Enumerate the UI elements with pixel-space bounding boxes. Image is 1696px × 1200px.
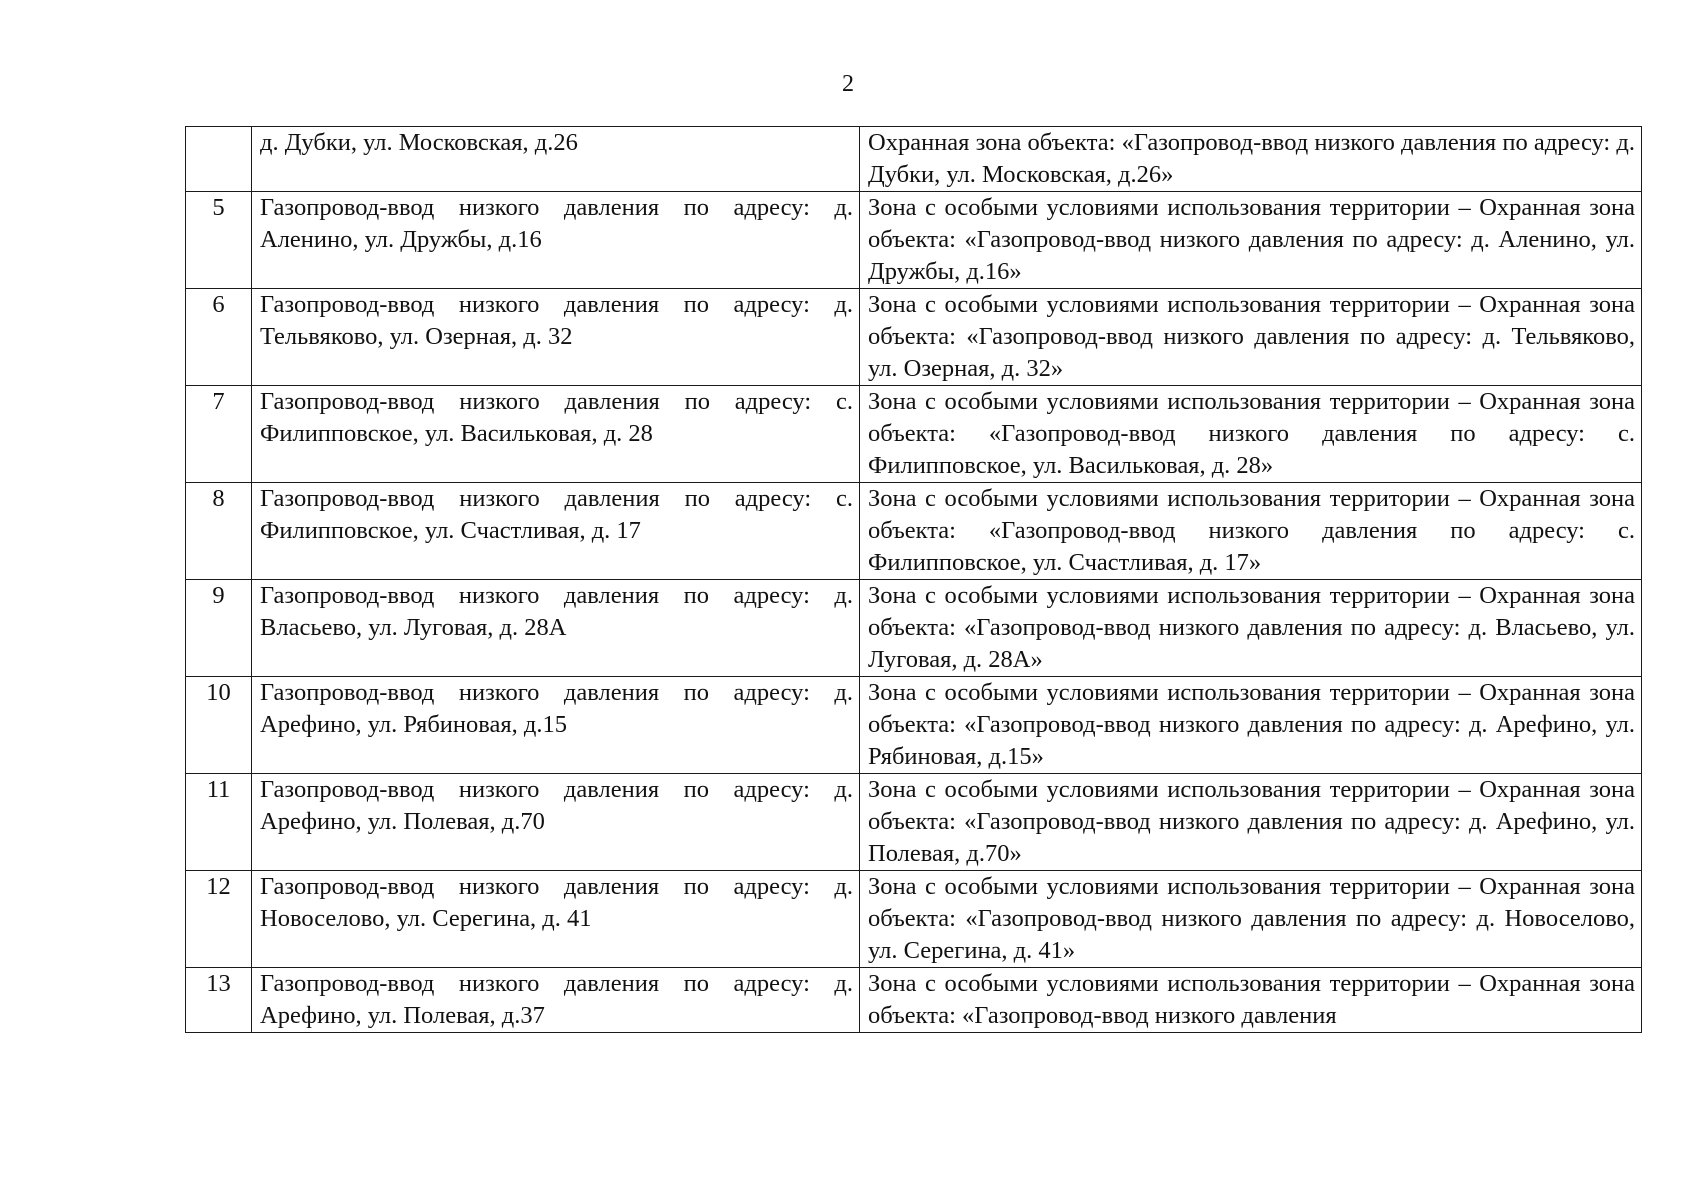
object-cell — [252, 289, 860, 386]
zone-text: Зона с особыми условиями использования территории – Охранная зона объекта: «Газопровод-ввод низкого давления по адресу: д. Арефино, ул. Полевая, д.70» — [868, 776, 1635, 867]
zone-cell — [860, 677, 1642, 774]
zones-table — [185, 126, 1642, 1033]
row-number-cell: 8 — [186, 483, 252, 580]
object-text: Газопровод-ввод низкого давления по адресу: д. Арефино, ул. Полевая, д.70 — [260, 776, 853, 835]
object-cell — [252, 192, 860, 289]
object-cell — [252, 386, 860, 483]
zone-cell — [860, 483, 1642, 580]
row-number-cell: 5 — [186, 192, 252, 289]
zone-text: Зона с особыми условиями использования территории – Охранная зона объекта: «Газопровод-ввод низкого давления по адресу: д. Тельвяково, ул. Озерная, д. 32» — [868, 291, 1635, 382]
row-number-cell: 9 — [186, 580, 252, 677]
object-text: Газопровод-ввод низкого давления по адресу: д. Аленино, ул. Дружбы, д.16 — [260, 194, 853, 253]
zone-text: Зона с особыми условиями использования территории – Охранная зона объекта: «Газопровод-ввод низкого давления по адресу: д. Арефино, ул. Рябиновая, д.15» — [868, 679, 1635, 770]
zone-text: Зона с особыми условиями использования территории – Охранная зона объекта: «Газопровод-ввод низкого давления по адресу: с. Филипповское, ул. Васильковая, д. 28» — [868, 388, 1635, 479]
zone-cell — [860, 289, 1642, 386]
row-number-cell: 6 — [186, 289, 252, 386]
zone-cell — [860, 127, 1642, 192]
object-text: Газопровод-ввод низкого давления по адресу: д. Тельвяково, ул. Озерная, д. 32 — [260, 291, 853, 350]
zone-text: Зона с особыми условиями использования территории – Охранная зона объекта: «Газопровод-ввод низкого давления — [868, 970, 1635, 1029]
zone-cell — [860, 774, 1642, 871]
row-number-cell: 10 — [186, 677, 252, 774]
zone-cell — [860, 192, 1642, 289]
object-cell — [252, 127, 860, 192]
zone-cell — [860, 968, 1642, 1033]
table-row — [186, 483, 1642, 580]
table-row — [186, 192, 1642, 289]
table-row — [186, 127, 1642, 192]
object-cell — [252, 580, 860, 677]
object-text: Газопровод-ввод низкого давления по адресу: с. Филипповское, ул. Счастливая, д. 17 — [260, 485, 853, 544]
object-cell — [252, 677, 860, 774]
table-row — [186, 580, 1642, 677]
table-row — [186, 386, 1642, 483]
zone-text: Зона с особыми условиями использования территории – Охранная зона объекта: «Газопровод-ввод низкого давления по адресу: д. Аленино, ул. Дружбы, д.16» — [868, 194, 1635, 285]
zone-cell — [860, 580, 1642, 677]
object-cell — [252, 483, 860, 580]
zone-text: Зона с особыми условиями использования территории – Охранная зона объекта: «Газопровод-ввод низкого давления по адресу: с. Филипповское, ул. Счастливая, д. 17» — [868, 485, 1635, 576]
object-text: Газопровод-ввод низкого давления по адресу: д. Арефино, ул. Рябиновая, д.15 — [260, 679, 853, 738]
table-row — [186, 774, 1642, 871]
table-row — [186, 871, 1642, 968]
zone-text: Зона с особыми условиями использования территории – Охранная зона объекта: «Газопровод-ввод низкого давления по адресу: д. Новоселово, ул. Серегина, д. 41» — [868, 873, 1635, 964]
table-row — [186, 677, 1642, 774]
row-number-cell: 7 — [186, 386, 252, 483]
object-text: Газопровод-ввод низкого давления по адресу: д. Арефино, ул. Полевая, д.37 — [260, 970, 853, 1029]
object-cell — [252, 968, 860, 1033]
object-text: Газопровод-ввод низкого давления по адресу: с. Филипповское, ул. Васильковая, д. 28 — [260, 388, 853, 447]
object-text: Газопровод-ввод низкого давления по адресу: д. Новоселово, ул. Серегина, д. 41 — [260, 873, 853, 932]
object-cell — [252, 871, 860, 968]
row-number-cell — [186, 127, 252, 192]
row-number-cell: 11 — [186, 774, 252, 871]
zone-cell — [860, 386, 1642, 483]
table-row — [186, 968, 1642, 1033]
row-number-cell: 12 — [186, 871, 252, 968]
table-row — [186, 289, 1642, 386]
row-number-cell: 13 — [186, 968, 252, 1033]
page-number: 2 — [842, 71, 854, 97]
object-text: Газопровод-ввод низкого давления по адресу: д. Власьево, ул. Луговая, д. 28А — [260, 582, 853, 641]
object-cell — [252, 774, 860, 871]
zone-text: Зона с особыми условиями использования территории – Охранная зона объекта: «Газопровод-ввод низкого давления по адресу: д. Власьево, ул. Луговая, д. 28А» — [868, 582, 1635, 673]
zone-cell — [860, 871, 1642, 968]
object-text: д. Дубки, ул. Московская, д.26 — [260, 129, 578, 156]
zone-text: Охранная зона объекта: «Газопровод-ввод низкого давления по адресу: д. Дубки, ул. Московская, д.26» — [868, 129, 1635, 188]
